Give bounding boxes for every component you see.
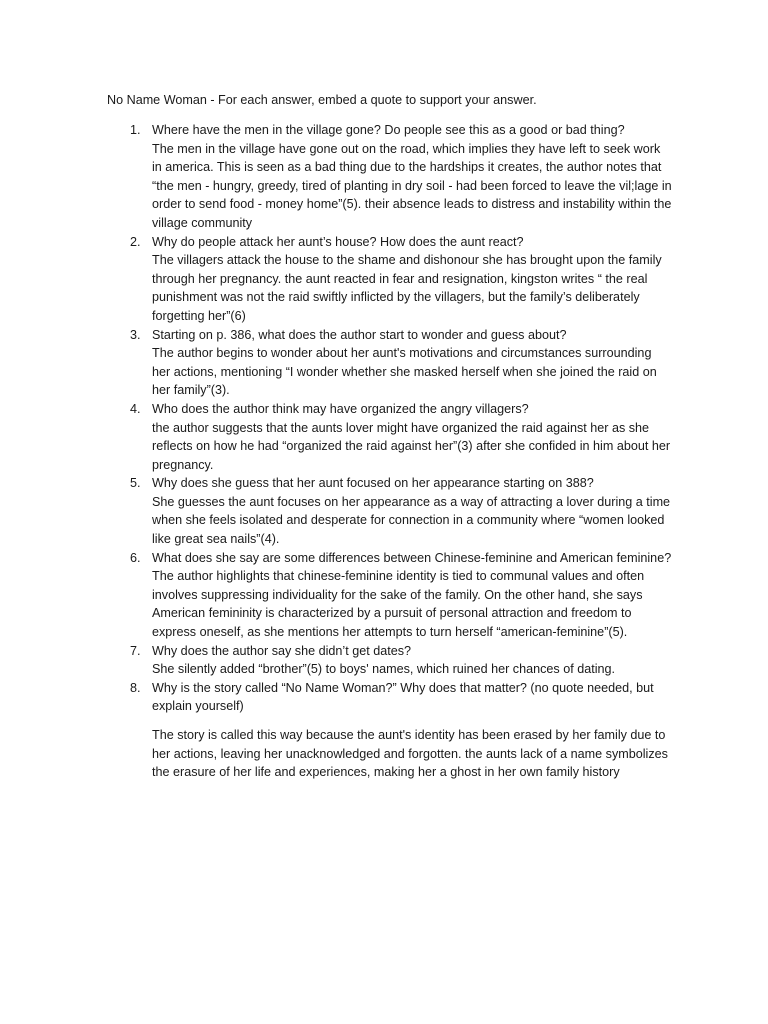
question-number: 3. (130, 327, 141, 342)
question-text: What does she say are some differences between Chinese-feminine and American feminine? (152, 550, 672, 565)
question-list (130, 121, 672, 782)
question-text: Why does she guess that her aunt focused on her appearance starting on 388? (152, 476, 594, 491)
question-item-2 (130, 233, 672, 326)
question-item-8 (130, 679, 672, 782)
answer-text: The story is called this way because the aunt's identity has been erased by her family due to her actions, leaving her unacknowledged and forgotten. the aunts lack of a name symbolizes the erasure of her life and experiences, making her a ghost in her own family history (152, 728, 668, 780)
answer-text: The author highlights that chinese-feminine identity is tied to communal values and often involves suppressing individuality for the sake of the family. On the other hand, she says American femininity is characterized by a pursuit of personal attraction and freedom to express oneself, as she mentions her attempts to turn herself “american-feminine”(5). (152, 569, 645, 640)
question-item-5 (130, 474, 672, 548)
question-item-4 (130, 400, 672, 474)
answer-text: The author begins to wonder about her aunt's motivations and circumstances surrounding her actions, mentioning “I wonder whether she masked herself when she joined the raid on her family”(3). (152, 346, 657, 398)
question-number: 2. (130, 234, 141, 249)
question-text: Who does the author think may have organized the angry villagers? (152, 401, 529, 416)
question-number: 6. (130, 550, 141, 565)
document-heading: No Name Woman - For each answer, embed a quote to support your answer. (107, 93, 537, 107)
question-item-3 (130, 326, 672, 400)
question-item-6 (130, 549, 672, 642)
answer-text: She silently added “brother”(5) to boys' names, which ruined her chances of dating. (152, 662, 616, 677)
question-item-7 (130, 642, 672, 679)
answer-text: The villagers attack the house to the shame and dishonour she has brought upon the family through her pregnancy. the aunt reacted in fear and resignation, kingston writes “ the real punishment was not the raid swiftly inflicted by the villagers, but the family’s deliberately forgetting her”(6) (152, 253, 662, 323)
question-number: 4. (130, 401, 141, 416)
question-text: Where have the men in the village gone? Do people see this as a good or bad thing? (152, 123, 625, 137)
question-text: Starting on p. 386, what does the author start to wonder and guess about? (152, 327, 567, 342)
question-number: 8. (130, 680, 141, 695)
question-number: 5. (130, 476, 141, 491)
answer-text: She guesses the aunt focuses on her appearance as a way of attracting a lover during a time when she feels isolated and desperate for connection in a community where “women looked like great sea nails”(4). (152, 494, 671, 547)
question-number: 7. (130, 643, 141, 658)
answer-text: The men in the village have gone out on the road, which implies they have left to seek work in america. This is seen as a bad thing due to the hardships it creates, the author notes that “the men - hungry, greedy, tired of planting in dry soil - had been forced to leave the vil;lage in order to send food - money home”(5). their absence leads to distress and instability within the village community (152, 141, 672, 230)
question-number: 1. (130, 123, 141, 137)
answer-text: the author suggests that the aunts lover might have organized the raid against her as she reflects on how he had “organized the raid against her”(3) after she confided in him about her pregnancy. (152, 420, 671, 472)
question-text: Why does the author say she didn’t get dates? (152, 643, 412, 658)
question-text: Why is the story called “No Name Woman?” Why does that matter? (no quote needed, but explain yourself) (152, 680, 654, 714)
question-text: Why do people attack her aunt’s house? How does the aunt react? (152, 234, 524, 249)
question-item-1 (130, 121, 672, 233)
